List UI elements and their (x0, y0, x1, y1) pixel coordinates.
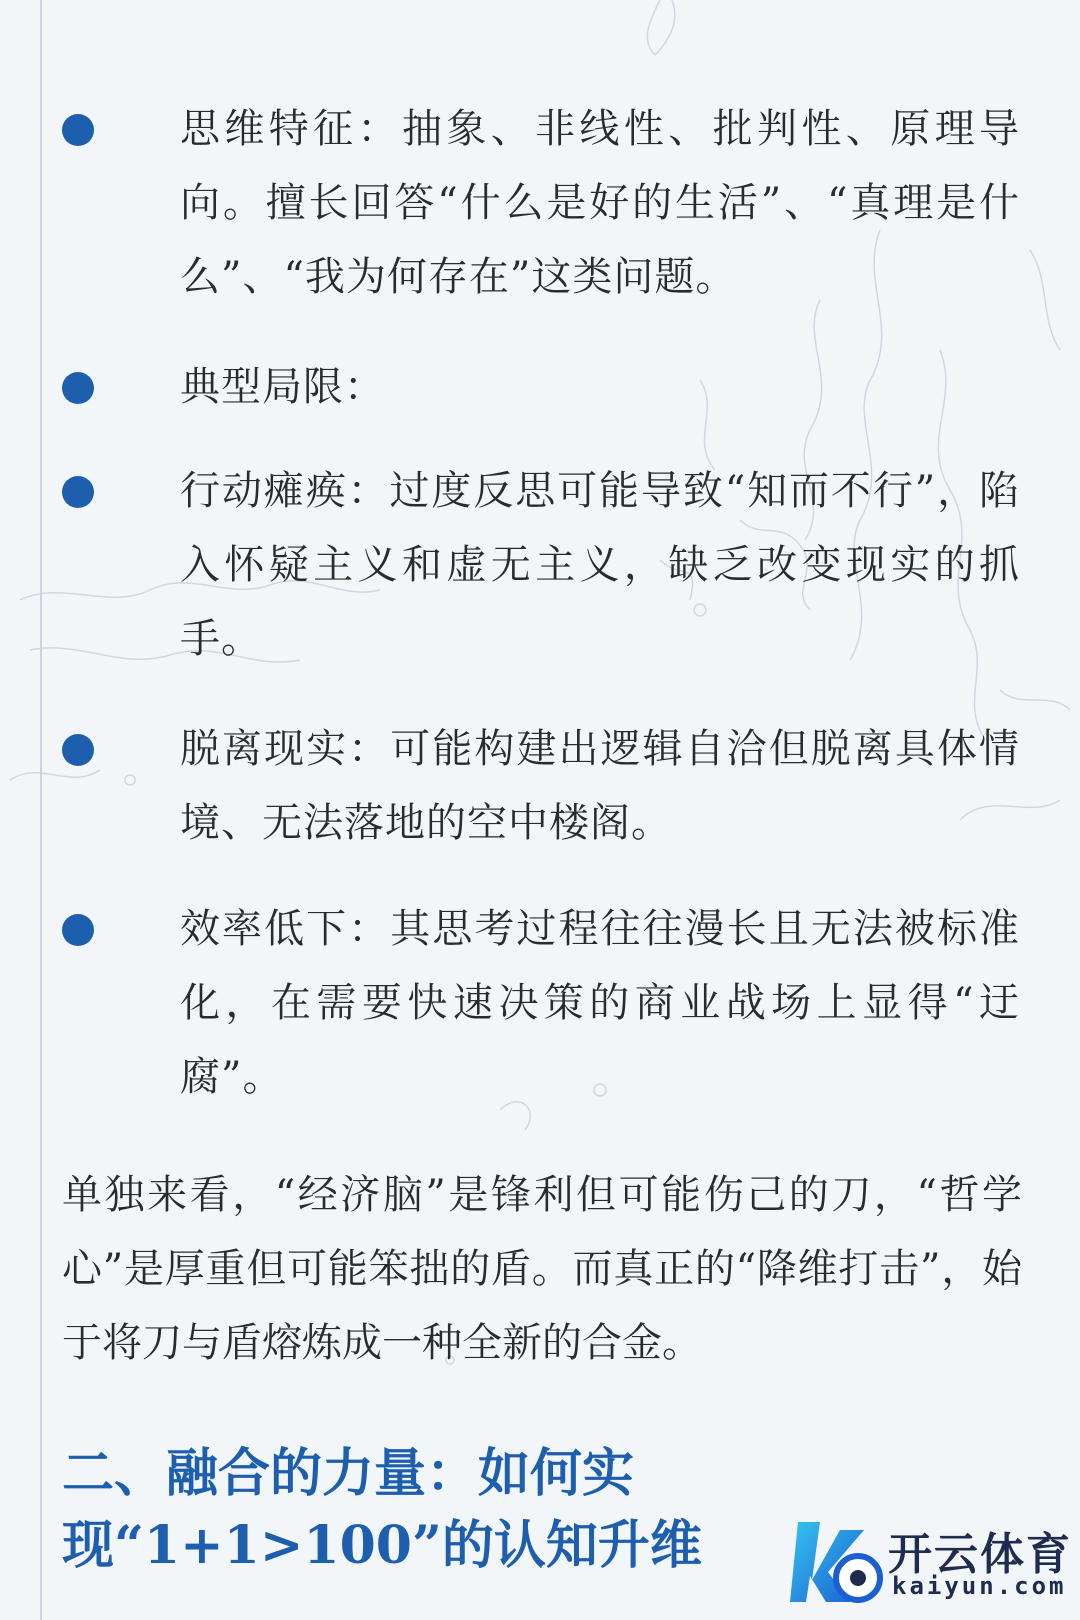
list-item-action-paralysis: 行动瘫痪：过度反思可能导致“知而不行”，陷入怀疑主义和虚无主义，缺乏改变现实的抓手。 (180, 468, 1020, 662)
kaiyun-logo-icon (790, 1510, 890, 1610)
bullet-dot (62, 734, 94, 766)
summary-paragraph: 单独来看，“经济脑”是锋利但可能伤己的刀，“哲学心”是厚重但可能笨拙的盾。而真正的“降维打击”，始于将刀与盾熔炼成一种全新的合金。 (62, 1172, 1022, 1366)
list-item-thinking-traits: 思维特征：抽象、非线性、批判性、原理导向。擅长回答“什么是好的生活”、“真理是什么”、“我为何存在”这类问题。 (180, 106, 1020, 300)
kaiyun-watermark (790, 1510, 1070, 1610)
bullet-dot (62, 914, 94, 946)
list-item-low-efficiency: 效率低下：其思考过程往往漫长且无法被标准化，在需要快速决策的商业战场上显得“迂腐”。 (180, 906, 1020, 1100)
section-heading (62, 1438, 762, 1582)
bullet-dot (62, 114, 94, 146)
bullet-dot (62, 476, 94, 508)
watermark-url: kaiyun.com (892, 1572, 1067, 1600)
list-item-typical-limits: 典型局限： (180, 364, 385, 410)
list-item-detached-from-reality: 脱离现实：可能构建出逻辑自洽但脱离具体情境、无法落地的空中楼阁。 (180, 726, 1020, 846)
watermark-name: 开云体育 (888, 1529, 1072, 1580)
section-heading-line-1: 二、融合的力量：如何实 (62, 1443, 635, 1504)
section-heading-line-2: 现“1+1>100”的认知升维 (62, 1515, 702, 1576)
bullet-dot (62, 372, 94, 404)
left-margin-rule (40, 0, 42, 1620)
